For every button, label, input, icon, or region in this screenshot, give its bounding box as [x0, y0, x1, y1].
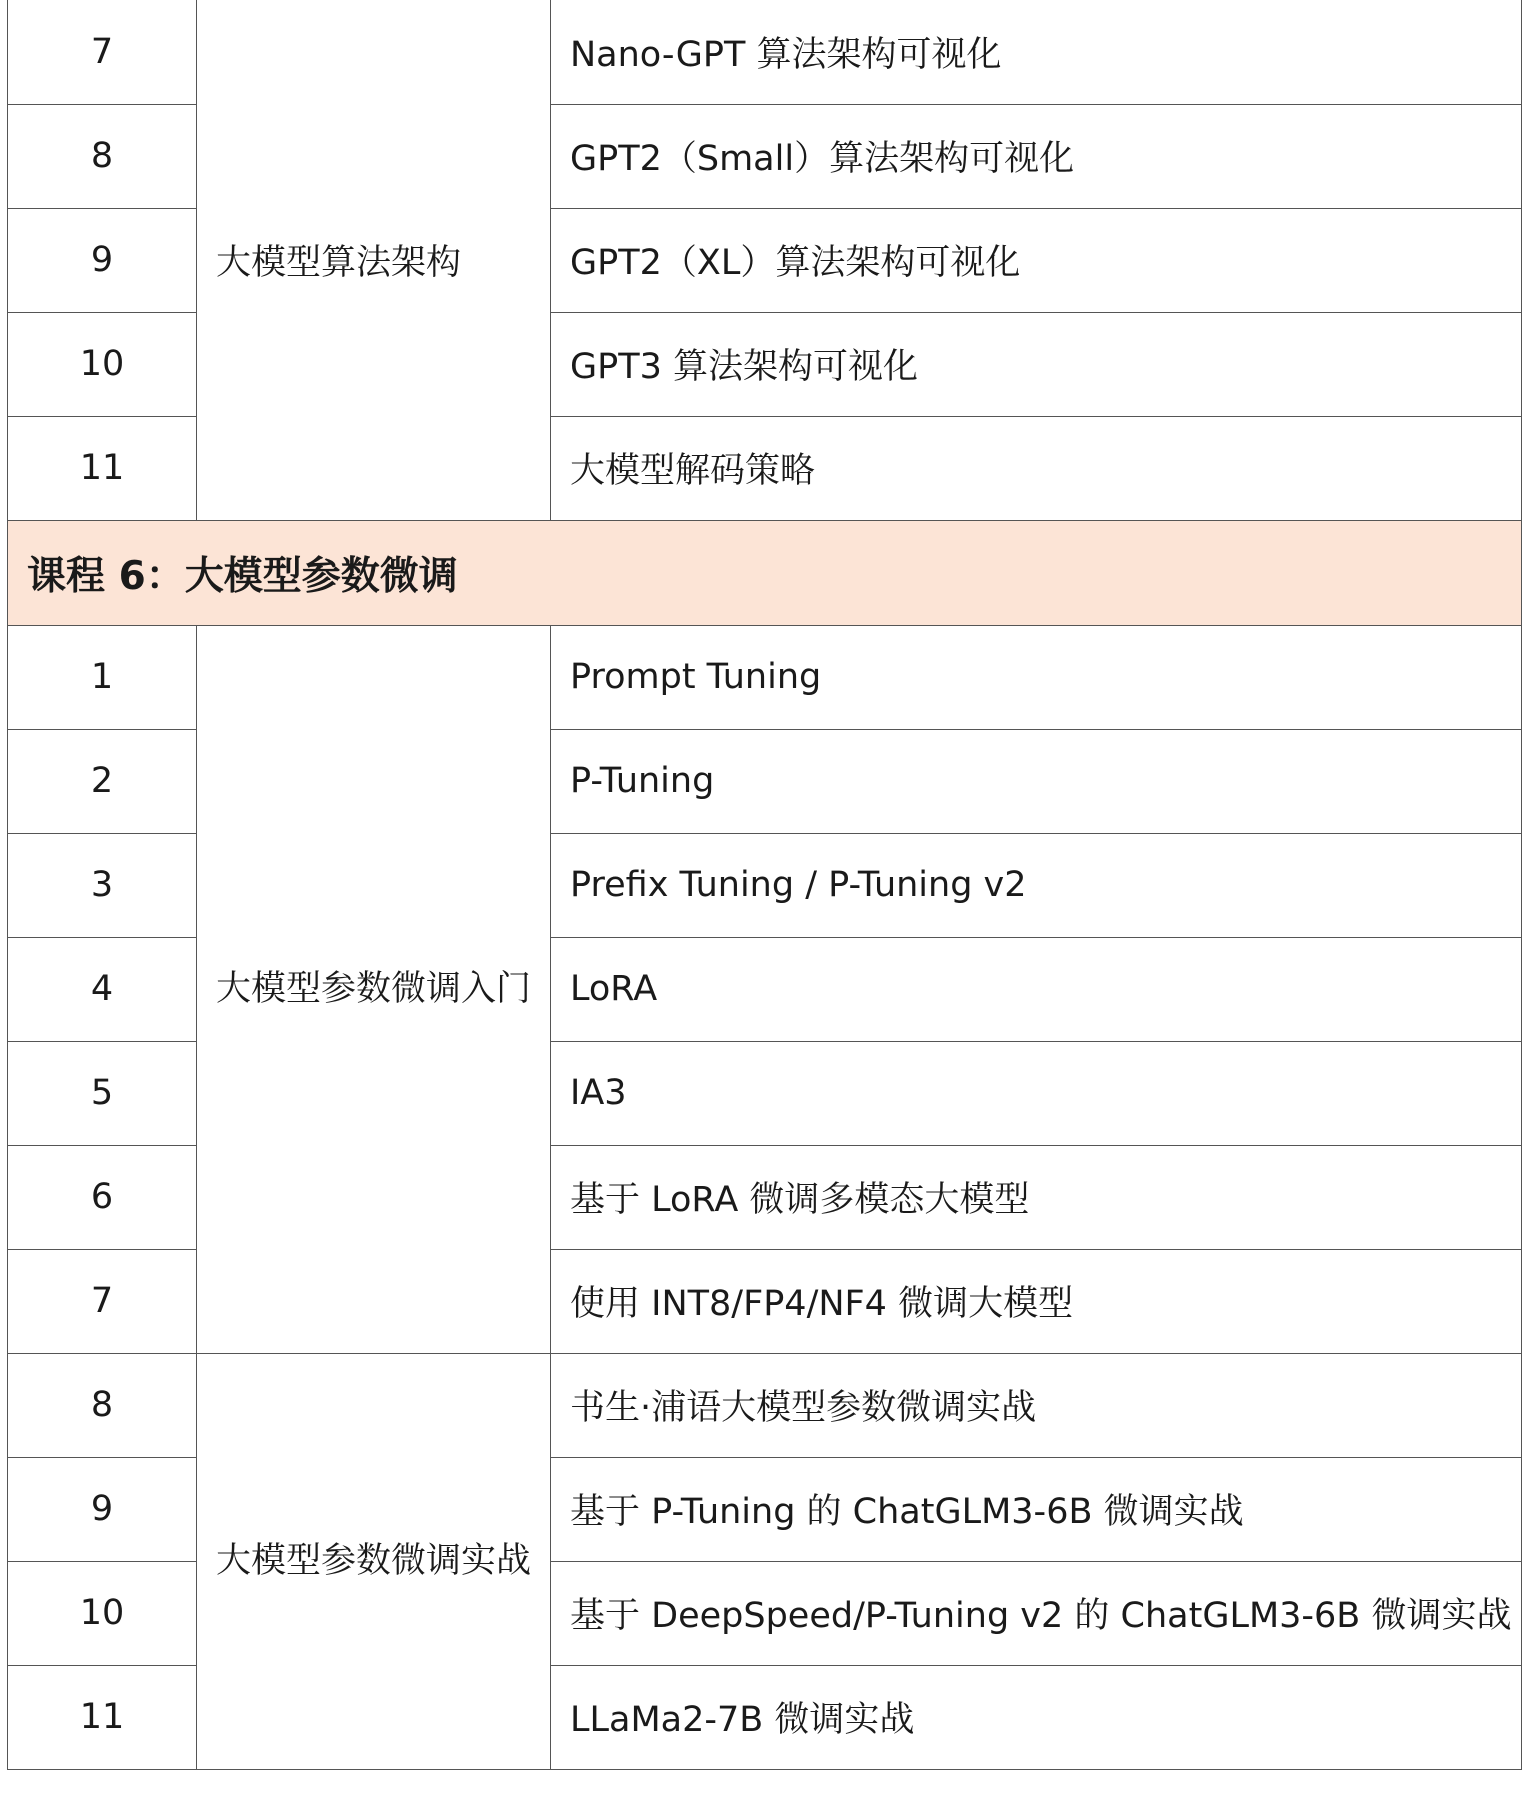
- row-number: 1: [8, 625, 197, 729]
- row-number: 8: [8, 1353, 197, 1457]
- row-number: 9: [8, 208, 197, 312]
- topic-cell: GPT3 算法架构可视化: [551, 312, 1522, 416]
- course-table: [7, 0, 1522, 1770]
- row-number: 10: [8, 1561, 197, 1665]
- row-number: 7: [8, 0, 197, 104]
- table-row: [8, 625, 1522, 729]
- row-number: 11: [8, 1665, 197, 1769]
- topic-cell: GPT2（XL）算法架构可视化: [551, 208, 1522, 312]
- topic-cell: LoRA: [551, 937, 1522, 1041]
- table-row: [8, 1353, 1522, 1457]
- topic-cell: Prompt Tuning: [551, 625, 1522, 729]
- topic-cell: 基于 LoRA 微调多模态大模型: [551, 1145, 1522, 1249]
- row-number: 7: [8, 1249, 197, 1353]
- course-table-container: [7, 0, 1521, 1770]
- row-number: 4: [8, 937, 197, 1041]
- group-cell: 大模型算法架构: [197, 0, 551, 520]
- topic-cell: LLaMa2-7B 微调实战: [551, 1665, 1522, 1769]
- topic-cell: 使用 INT8/FP4/NF4 微调大模型: [551, 1249, 1522, 1353]
- row-number: 6: [8, 1145, 197, 1249]
- topic-cell: 大模型解码策略: [551, 416, 1522, 520]
- topic-cell: 基于 P-Tuning 的 ChatGLM3-6B 微调实战: [551, 1457, 1522, 1561]
- section-title: 课程 6：大模型参数微调: [8, 520, 1522, 625]
- topic-cell: Prefix Tuning / P-Tuning v2: [551, 833, 1522, 937]
- row-number: 3: [8, 833, 197, 937]
- row-number: 5: [8, 1041, 197, 1145]
- topic-cell: IA3: [551, 1041, 1522, 1145]
- row-number: 11: [8, 416, 197, 520]
- row-number: 2: [8, 729, 197, 833]
- topic-cell: GPT2（Small）算法架构可视化: [551, 104, 1522, 208]
- table-row: [8, 0, 1522, 104]
- topic-cell: Nano-GPT 算法架构可视化: [551, 0, 1522, 104]
- topic-cell: 书生·浦语大模型参数微调实战: [551, 1353, 1522, 1457]
- section-header-row: [8, 520, 1522, 625]
- row-number: 8: [8, 104, 197, 208]
- topic-cell: P-Tuning: [551, 729, 1522, 833]
- topic-cell: 基于 DeepSpeed/P-Tuning v2 的 ChatGLM3-6B 微调实战: [551, 1561, 1522, 1665]
- row-number: 10: [8, 312, 197, 416]
- row-number: 9: [8, 1457, 197, 1561]
- group-cell: 大模型参数微调入门: [197, 625, 551, 1353]
- group-cell: 大模型参数微调实战: [197, 1353, 551, 1769]
